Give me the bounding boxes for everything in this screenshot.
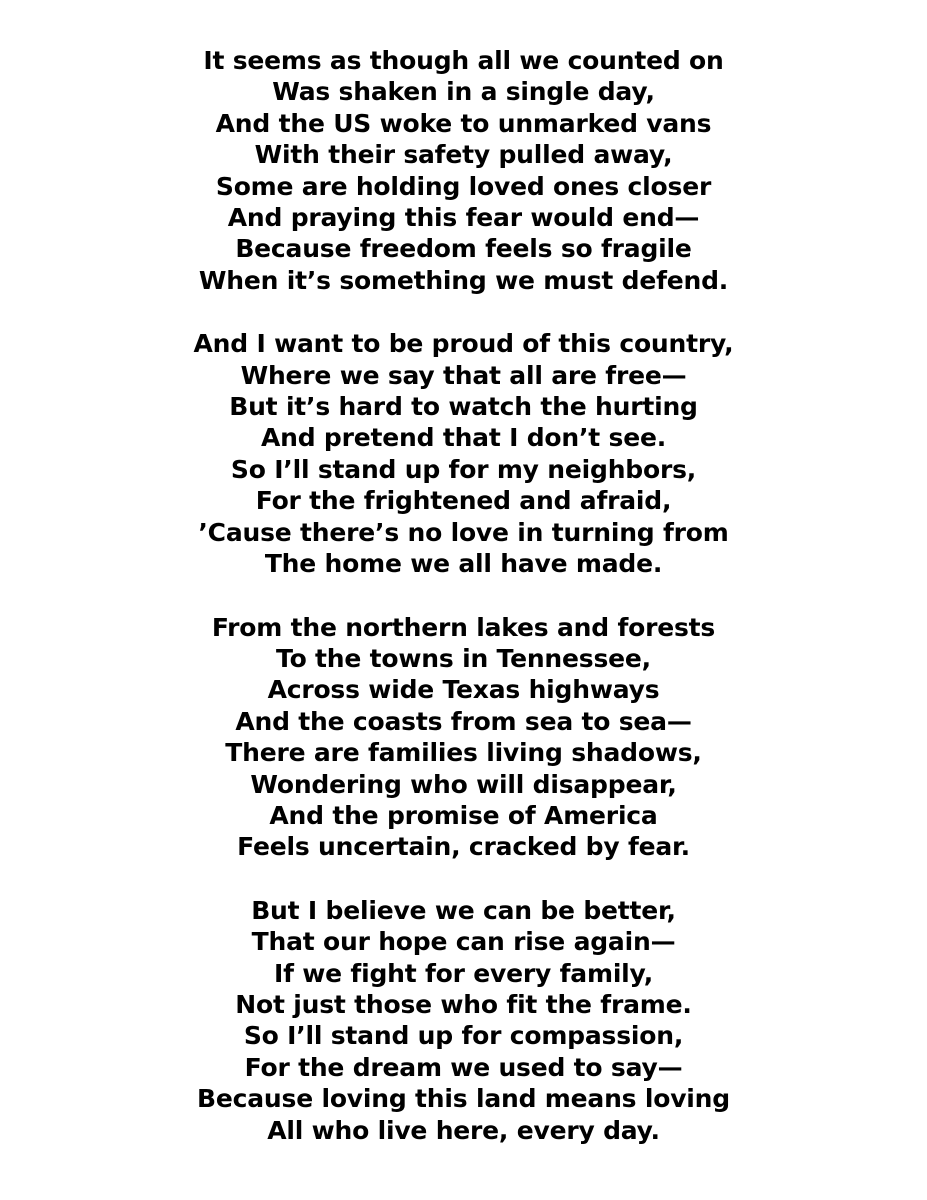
poem-line: Feels uncertain, cracked by fear. [237,832,690,862]
poem-line: Not just those who fit the frame. [235,989,692,1019]
stanza-4 [0,895,927,1146]
stanza-1 [0,45,927,296]
poem-line: ’Cause there’s no love in turning from [198,517,729,547]
poem-line: All who live here, every day. [267,1115,660,1145]
poem-line: The home we all have made. [264,549,663,579]
poem-line: For the frightened and afraid, [255,486,672,516]
poem-line: To the towns in Tennessee, [276,643,651,673]
poem-line: If we fight for every family, [273,958,654,988]
poem-line: There are families living shadows, [225,738,702,768]
poem-line: Was shaken in a single day, [272,77,655,107]
poem-line: Where we say that all are free— [240,360,687,390]
poem-line: So I’ll stand up for my neighbors, [230,454,697,484]
poem-line: And praying this fear would end— [227,203,700,233]
poem-line: With their safety pulled away, [254,140,673,170]
poem-line: For the dream we used to say— [244,1052,683,1082]
poem-line: When it’s something we must defend. [198,265,729,295]
poem-line: But I believe we can be better, [251,895,676,925]
poem-page [0,45,927,1146]
poem-line: But it’s hard to watch the hurting [229,392,698,422]
poem-line: And the promise of America [269,800,658,830]
poem-line: From the northern lakes and forests [211,612,716,642]
stanza-2 [0,328,927,579]
poem-line: And I want to be proud of this country, [193,329,734,359]
poem-line: And the US woke to unmarked vans [215,108,712,138]
poem-line: So I’ll stand up for compassion, [243,1021,684,1051]
poem-line: Across wide Texas highways [267,675,660,705]
poem-line: Wondering who will disappear, [250,769,677,799]
poem-line: Because freedom feels so fragile [235,234,692,264]
poem-line: And the coasts from sea to sea— [235,706,692,736]
poem-line: And pretend that I don’t see. [260,423,666,453]
poem-line: It seems as though all we counted on [203,46,724,75]
poem-line: That our hope can rise again— [251,927,676,957]
poem-line: Some are holding loved ones closer [215,171,712,201]
poem-line: Because loving this land means loving [197,1084,730,1114]
stanza-3 [0,612,927,863]
